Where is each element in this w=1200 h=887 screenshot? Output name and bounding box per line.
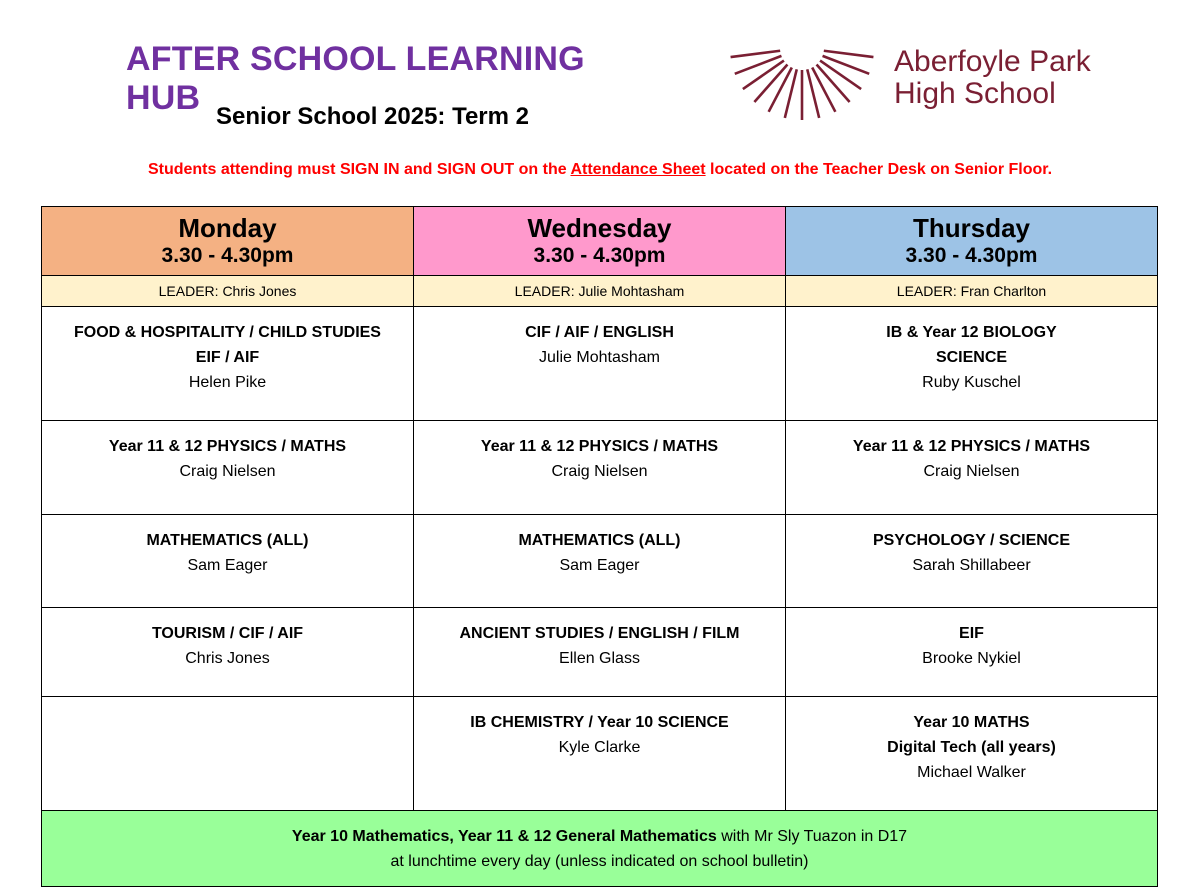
school-name-line1: Aberfoyle Park [894, 45, 1091, 78]
subject-extra: SCIENCE [935, 349, 1008, 366]
lunchtime-line1 [42, 824, 1157, 849]
session-cell [786, 515, 1158, 608]
session-cell [414, 697, 786, 811]
day-time: 3.30 - 4.30pm [161, 244, 294, 267]
teacher: Ruby Kuschel [922, 374, 1021, 391]
teacher: Sam Eager [187, 557, 268, 574]
logo-ray [824, 51, 874, 57]
session-cell [786, 697, 1158, 811]
school-logo [726, 42, 1126, 122]
session-cell [786, 608, 1158, 697]
session-cell [42, 307, 414, 421]
subject: FOOD & HOSPITALITY / CHILD STUDIES [74, 324, 381, 341]
session-cell [414, 307, 786, 421]
subject: ANCIENT STUDIES / ENGLISH / FILM [459, 625, 740, 642]
day-time: 3.30 - 4.30pm [905, 244, 1038, 267]
leader-monday: LEADER: Chris Jones [42, 276, 414, 307]
subject: Year 10 MATHS [913, 714, 1030, 731]
teacher: Kyle Clarke [558, 739, 641, 756]
session-cell [42, 608, 414, 697]
day-header-row [42, 207, 1158, 276]
teacher: Sam Eager [559, 557, 640, 574]
lunchtime-teacher: with Mr Sly Tuazon in D17 [716, 827, 908, 845]
teacher: Craig Nielsen [551, 463, 648, 480]
teacher: Chris Jones [185, 650, 270, 667]
teacher: Craig Nielsen [179, 463, 276, 480]
logo-ray [735, 56, 782, 74]
notice-text-start: Students attending must SIGN IN and SIGN OUT on the [147, 161, 571, 178]
leader-row [42, 276, 1158, 307]
session-cell [42, 697, 414, 811]
teacher: Ellen Glass [559, 650, 640, 667]
subject-extra: Digital Tech (all years) [887, 739, 1056, 756]
day-header-thursday [786, 207, 1158, 276]
subject: IB CHEMISTRY / Year 10 SCIENCE [470, 714, 729, 731]
session-cell [786, 421, 1158, 515]
subject: MATHEMATICS (ALL) [518, 532, 681, 549]
lunchtime-subjects: Year 10 Mathematics, Year 11 & 12 General Mathematics [291, 827, 717, 845]
session-row [42, 515, 1158, 608]
subject: PSYCHOLOGY / SCIENCE [872, 532, 1071, 549]
teacher: Helen Pike [188, 374, 267, 391]
day-name: Wednesday [527, 213, 672, 243]
day-header-wednesday [414, 207, 786, 276]
attendance-notice [0, 161, 1200, 179]
session-cell [414, 608, 786, 697]
notice-text-end: located on the Teacher Desk on Senior Floor. [705, 161, 1053, 178]
subject: TOURISM / CIF / AIF [151, 625, 304, 642]
teacher: Craig Nielsen [923, 463, 1020, 480]
teacher: Julie Mohtasham [539, 349, 660, 366]
teacher: Sarah Shillabeer [912, 557, 1031, 574]
subject-extra: EIF / AIF [195, 349, 260, 366]
session-row [42, 307, 1158, 421]
session-cell [414, 421, 786, 515]
logo-ray [731, 51, 781, 57]
subject: Year 11 & 12 PHYSICS / MATHS [852, 438, 1091, 455]
session-cell [42, 515, 414, 608]
leader-thursday: LEADER: Fran Charlton [786, 276, 1158, 307]
attendance-sheet-link: Attendance Sheet [570, 161, 706, 178]
session-row [42, 608, 1158, 697]
session-cell [786, 307, 1158, 421]
session-cell [414, 515, 786, 608]
day-header-monday [42, 207, 414, 276]
subject: CIF / AIF / ENGLISH [525, 324, 674, 341]
day-name: Monday [178, 213, 277, 243]
logo-ray [823, 56, 870, 74]
day-name: Thursday [912, 213, 1031, 243]
page-subtitle: Senior School 2025: Term 2 [216, 103, 529, 130]
session-cell [42, 421, 414, 515]
day-time: 3.30 - 4.30pm [533, 244, 666, 267]
school-name [894, 46, 1091, 110]
session-row [42, 421, 1158, 515]
school-name-line2: High School [894, 77, 1056, 110]
teacher: Brooke Nykiel [922, 650, 1021, 667]
lunchtime-line2: at lunchtime every day (unless indicated on school bulletin) [390, 852, 809, 870]
sunburst-icon [726, 42, 876, 122]
teacher: Michael Walker [917, 764, 1026, 781]
session-row [42, 697, 1158, 811]
subject: IB & Year 12 BIOLOGY [886, 324, 1057, 341]
leader-wednesday: LEADER: Julie Mohtasham [414, 276, 786, 307]
schedule-table [41, 206, 1158, 887]
subject: MATHEMATICS (ALL) [146, 532, 309, 549]
subject: EIF [959, 625, 984, 642]
subject: Year 11 & 12 PHYSICS / MATHS [108, 438, 347, 455]
page-title: AFTER SCHOOL LEARNING HUB [126, 40, 585, 117]
subject: Year 11 & 12 PHYSICS / MATHS [480, 438, 719, 455]
